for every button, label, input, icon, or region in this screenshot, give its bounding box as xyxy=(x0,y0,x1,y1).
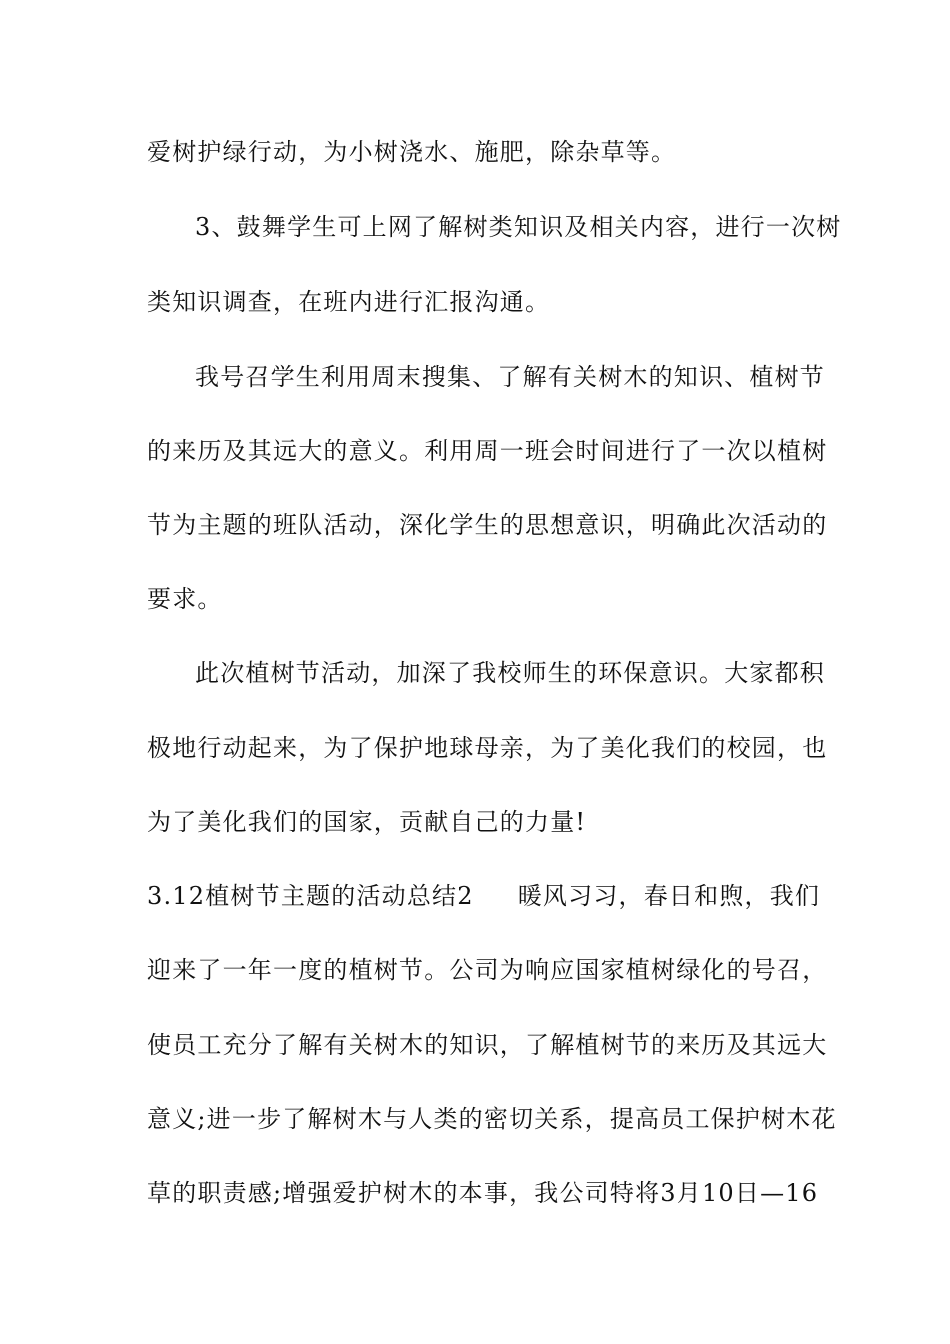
paragraph-line: 的来历及其远大的意义。利用周一班会时间进行了一次以植树 xyxy=(147,437,828,465)
paragraph-line: 为了美化我们的国家，贡献自己的力量! xyxy=(147,808,587,836)
paragraph-line: 我号召学生利用周末搜集、了解有关树木的知识、植树节 xyxy=(195,363,825,391)
section-heading-line xyxy=(147,881,821,911)
section-first-line-text: 暖风习习，春日和煦，我们 xyxy=(517,882,821,910)
paragraph-line: 极地行动起来，为了保护地球母亲，为了美化我们的校园，也 xyxy=(147,734,828,762)
paragraph-line: 迎来了一年一度的植树节。公司为响应国家植树绿化的号召， xyxy=(147,956,828,984)
paragraph-line: 爱树护绿行动，为小树浇水、施肥，除杂草等。 xyxy=(147,138,677,166)
section-title: 3.12植树节主题的活动总结2 xyxy=(147,882,474,910)
paragraph-line: 草的职责感;增强爱护树木的本事，我公司特将3月10日—16 xyxy=(147,1179,819,1207)
paragraph-line: 意义;进一步了解树木与人类的密切关系，提高员工保护树木花 xyxy=(147,1105,837,1133)
paragraph-line: 节为主题的班队活动，深化学生的思想意识，明确此次活动的 xyxy=(147,511,828,539)
paragraph-line: 此次植树节活动，加深了我校师生的环保意识。大家都积 xyxy=(195,659,825,687)
paragraph-line: 要求。 xyxy=(147,585,223,613)
paragraph-line: 3、鼓舞学生可上网了解树类知识及相关内容，进行一次树 xyxy=(195,213,842,241)
paragraph-line: 使员工充分了解有关树木的知识，了解植树节的来历及其远大 xyxy=(147,1031,828,1059)
paragraph-line: 类知识调查，在班内进行汇报沟通。 xyxy=(147,288,551,316)
